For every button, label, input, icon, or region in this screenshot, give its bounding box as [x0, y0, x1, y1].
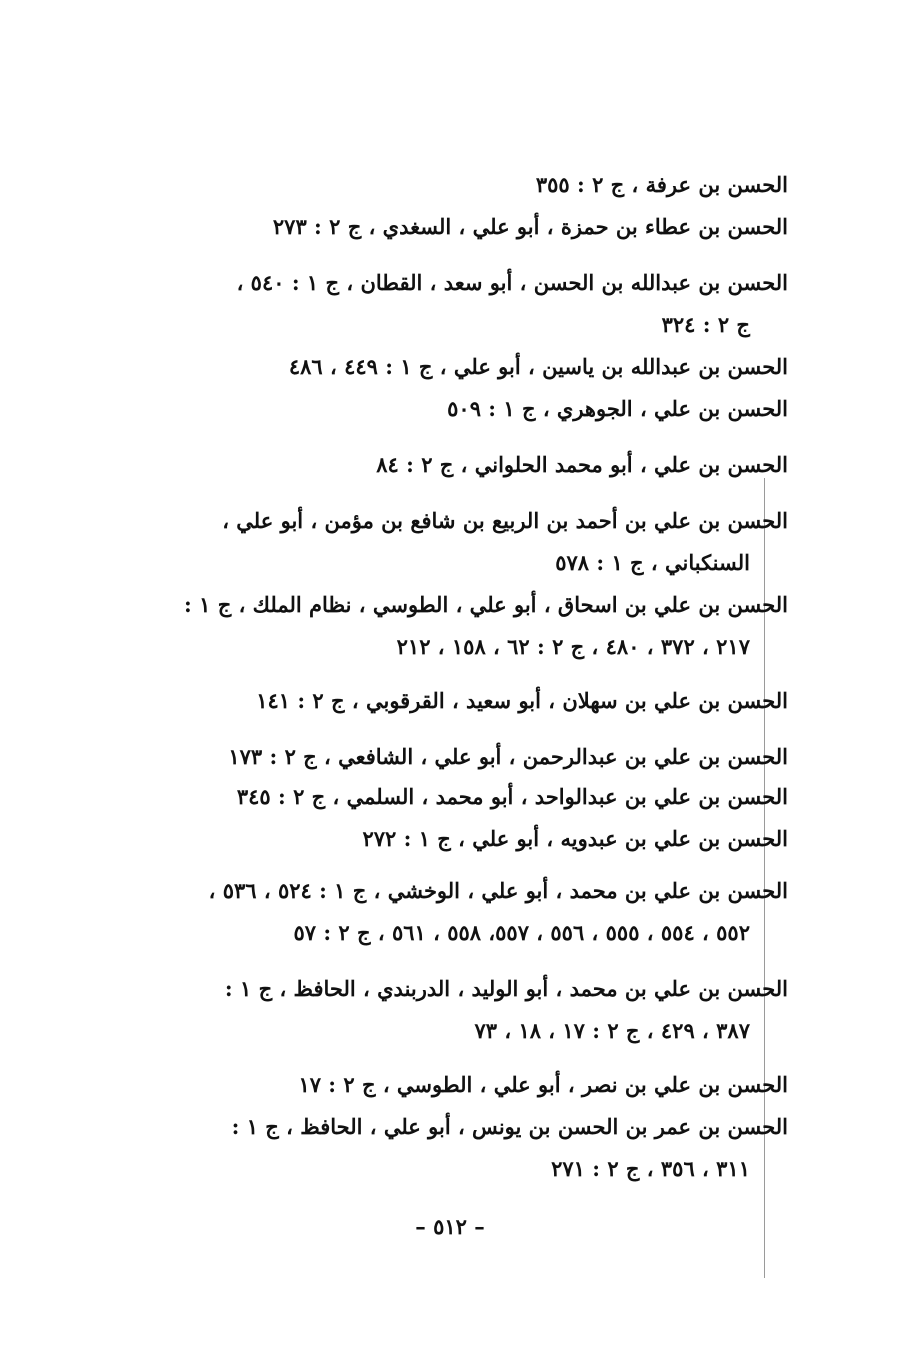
index-entry-line: الحسن بن علي بن عبدويه ، أبو علي ، ج ١ : ٢٧٢: [362, 826, 788, 851]
index-entry-line: الحسن بن عبدالله بن ياسين ، أبو علي ، ج ١ : ٤٤٩ ، ٤٨٦: [288, 354, 788, 379]
index-entry-line: الحسن بن عبدالله بن الحسن ، أبو سعد ، القطان ، ج ١ : ٥٤٠ ،: [236, 270, 788, 295]
index-entry-continuation: ج ٢ : ٣٢٤: [661, 312, 750, 337]
index-entry-continuation: ٣١١ ، ٣٥٦ ، ج ٢ : ٢٧١: [551, 1156, 750, 1181]
index-entry-line: الحسن بن علي بن سهلان ، أبو سعيد ، القرقوبي ، ج ٢ : ١٤١: [256, 688, 788, 713]
index-entry-line: الحسن بن علي بن اسحاق ، أبو علي ، الطوسي ، نظام الملك ، ج ١ :: [184, 592, 788, 617]
index-entry-line: الحسن بن علي بن محمد ، أبو علي ، الوخشي ، ج ١ : ٥٢٤ ، ٥٣٦ ،: [208, 878, 788, 903]
page-number: – ٥١٢ –: [415, 1214, 485, 1239]
index-entry-line: الحسن بن علي ، أبو محمد الحلواني ، ج ٢ : ٨٤: [376, 452, 788, 477]
index-entry-line: الحسن بن علي بن عبدالرحمن ، أبو علي ، الشافعي ، ج ٢ : ١٧٣: [228, 744, 788, 769]
index-entry-line: الحسن بن علي بن محمد ، أبو الوليد ، الدربندي ، الحافظ ، ج ١ :: [224, 976, 788, 1001]
index-entry-line: الحسن بن علي بن نصر ، أبو علي ، الطوسي ، ج ٢ : ١٧: [298, 1072, 788, 1097]
index-entry-line: الحسن بن عمر بن الحسن بن يونس ، أبو علي ، الحافظ ، ج ١ :: [231, 1114, 788, 1139]
index-entry-continuation: السنكباني ، ج ١ : ٥٧٨: [555, 550, 750, 575]
index-entry-line: الحسن بن علي بن عبدالواحد ، أبو محمد ، السلمي ، ج ٢ : ٣٤٥: [236, 784, 788, 809]
index-entry-line: الحسن بن عرفة ، ج ٢ : ٣٥٥: [535, 172, 788, 197]
index-entry-continuation: ٢١٧ ، ٣٧٢ ، ٤٨٠ ، ج ٢ : ٦٢ ، ١٥٨ ، ٢١٢: [396, 634, 750, 659]
index-entry-line: الحسن بن علي ، الجوهري ، ج ١ : ٥٠٩: [447, 396, 788, 421]
index-entry-line: الحسن بن علي بن أحمد بن الربيع بن شافع بن مؤمن ، أبو علي ،: [222, 508, 788, 533]
index-entry-continuation: ٥٥٢ ، ٥٥٤ ، ٥٥٥ ، ٥٥٦ ، ٥٥٧، ٥٥٨ ، ٥٦١ ، ج ٢ : ٥٧: [293, 920, 750, 945]
index-entry-line: الحسن بن عطاء بن حمزة ، أبو علي ، السغدي ، ج ٢ : ٢٧٣: [272, 214, 788, 239]
index-entry-continuation: ٣٨٧ ، ٤٢٩ ، ج ٢ : ١٧ ، ١٨ ، ٧٣: [474, 1018, 750, 1043]
